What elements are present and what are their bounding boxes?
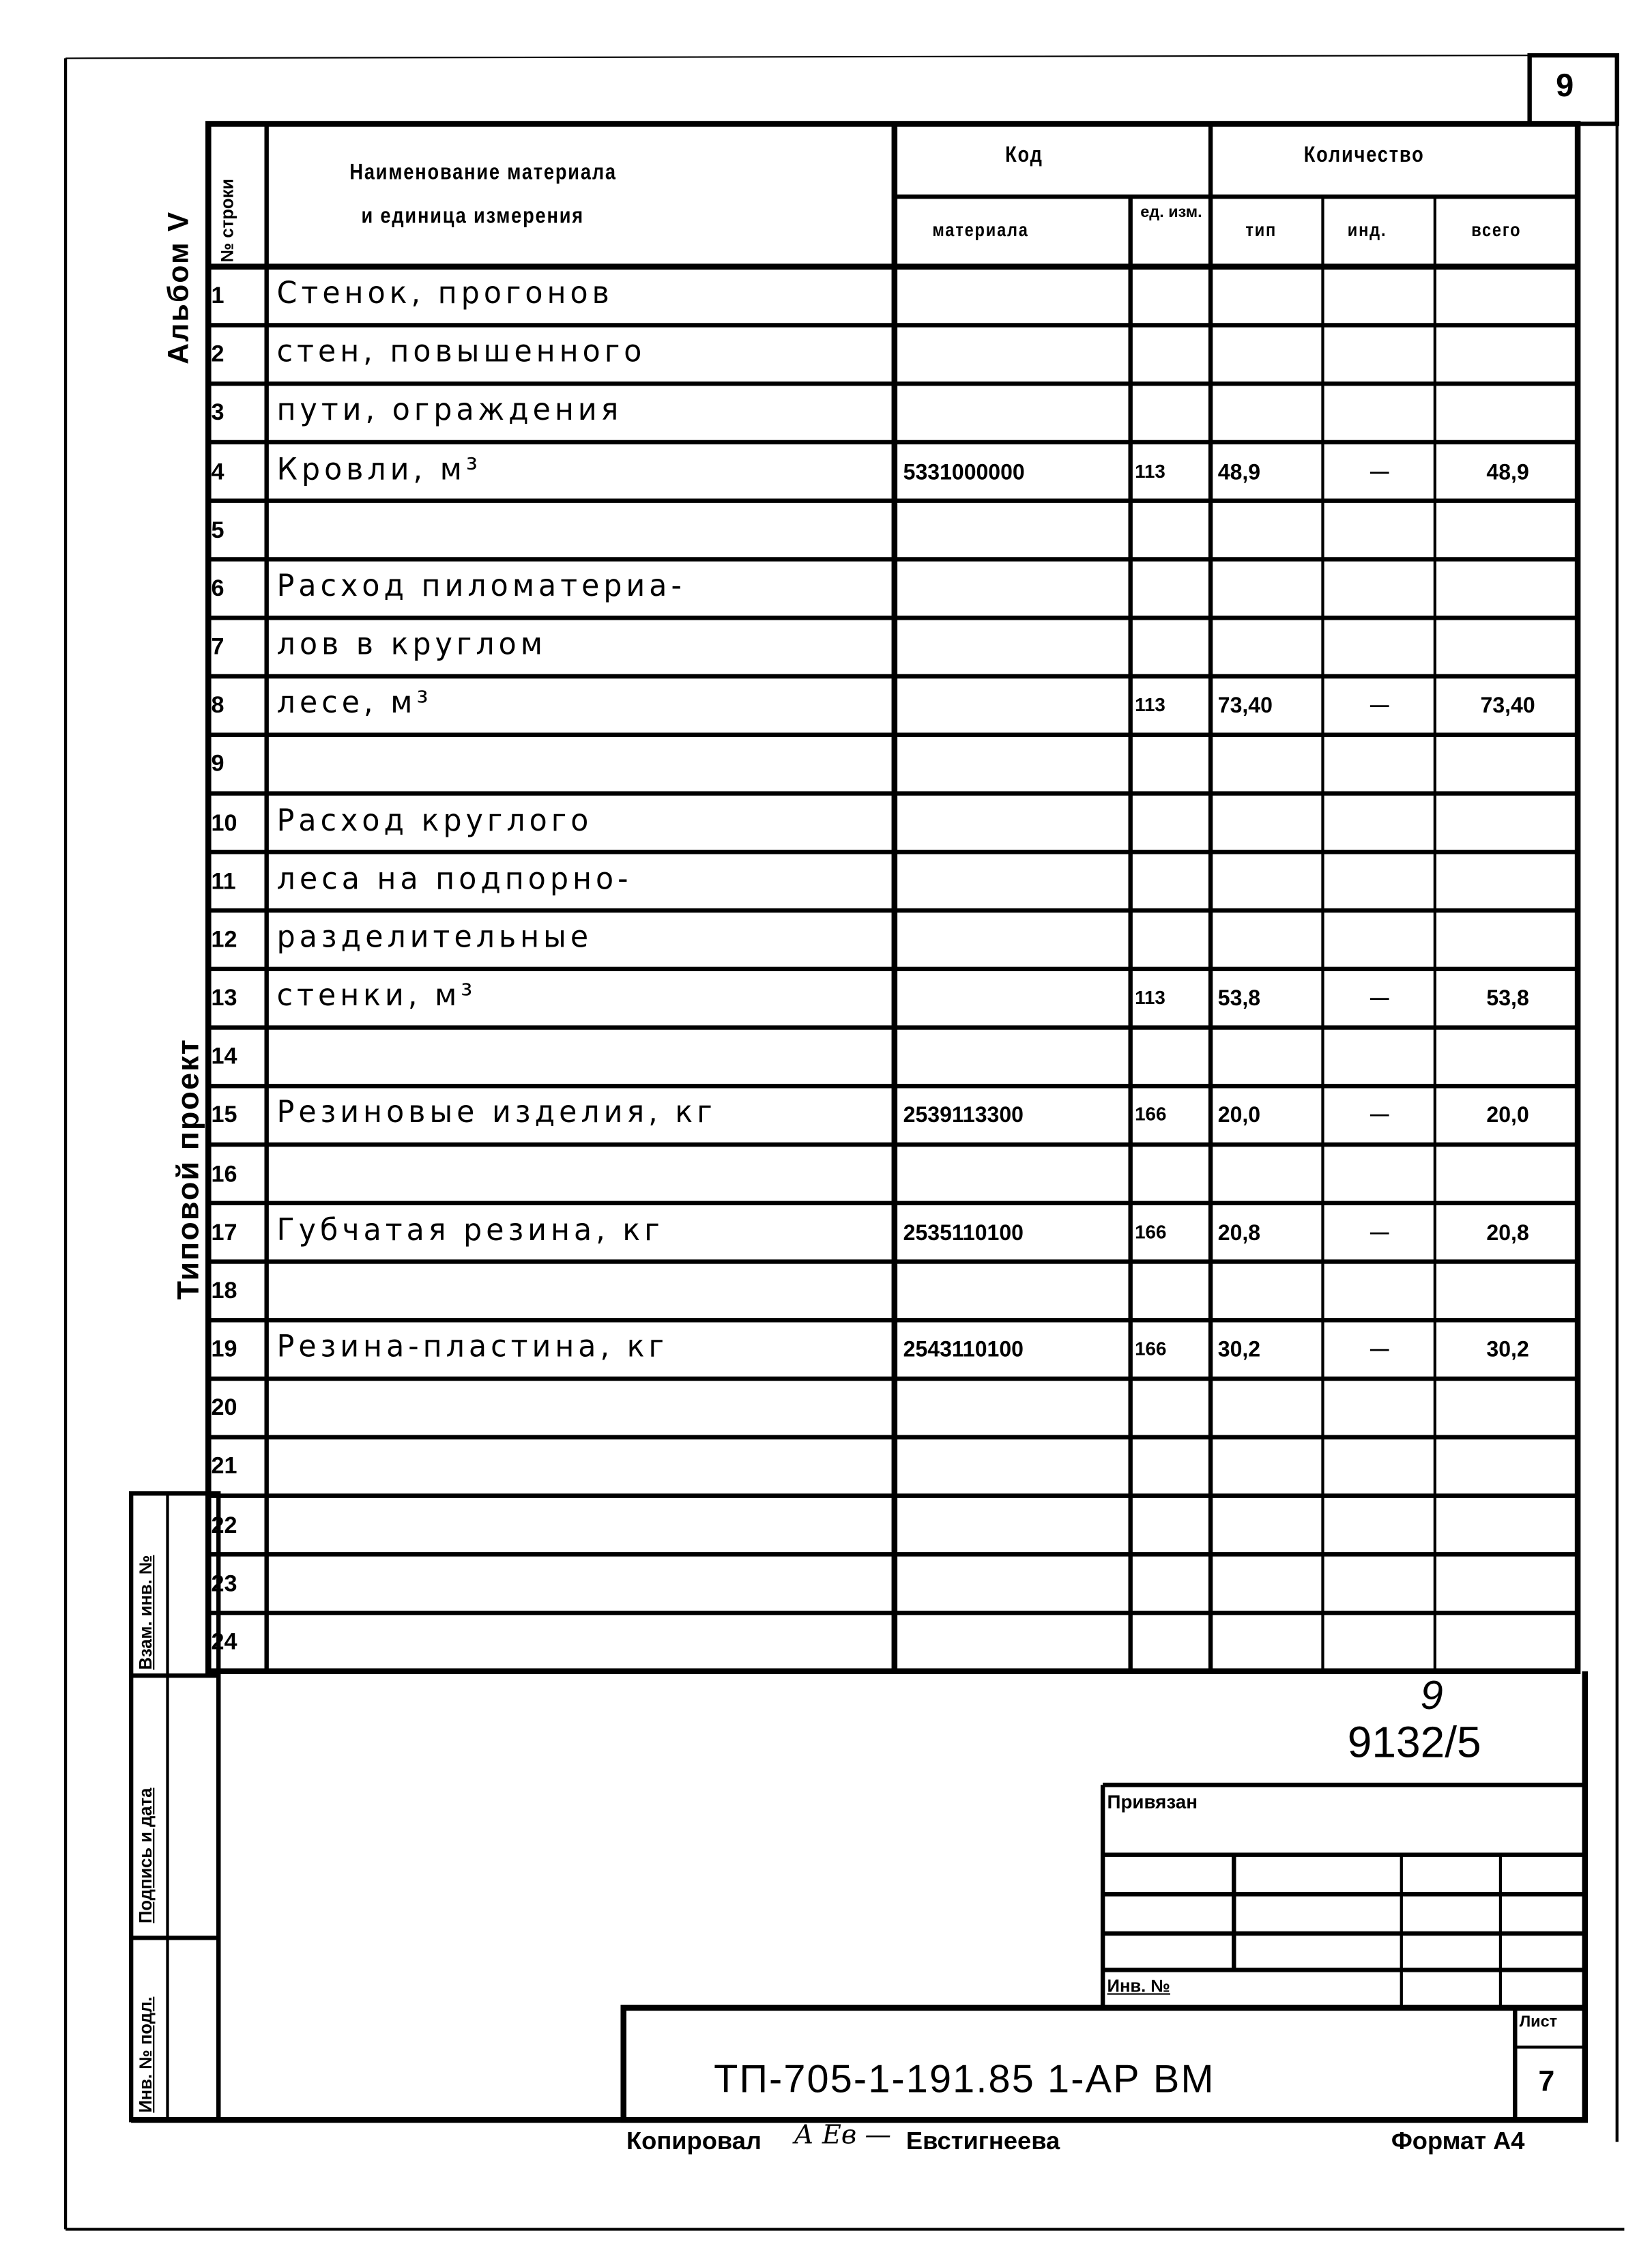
corner-sheet-number: 9 [1556, 67, 1574, 104]
cell-typ: 20,8 [1217, 1220, 1261, 1246]
table-row [0, 1262, 1602, 1321]
stamp-page-small: 9 [1420, 1672, 1443, 1719]
cell-row-number: 7 [211, 635, 224, 661]
cell-typ: 30,2 [1217, 1337, 1261, 1363]
cell-typ: 53,8 [1217, 986, 1261, 1011]
cell-code: 2543110100 [903, 1337, 1024, 1363]
header-qty-ind: инд. [1347, 218, 1387, 241]
cell-total: 73,40 [1480, 693, 1535, 719]
header-name-line2: и единица измерения [361, 203, 585, 229]
cell-row-number: 19 [211, 1337, 237, 1363]
cell-name: лесе, м³ [276, 685, 433, 721]
cell-name: Губчатая резина, кг [276, 1211, 664, 1247]
cell-name: разделительные [276, 919, 593, 955]
cell-row-number: 1 [211, 284, 224, 309]
cell-row-number: 22 [211, 1513, 237, 1538]
cell-code: 2535110100 [903, 1220, 1024, 1246]
document-designation: ТП-705-1-191.85 1-АР ВМ [714, 2057, 1215, 2101]
stamp-replace-inv: Взам. инв. № [135, 1555, 156, 1670]
table-row [0, 793, 1602, 852]
cell-name: Резиновые изделия, кг [276, 1095, 716, 1130]
cell-total: 53,8 [1486, 986, 1529, 1011]
cell-row-number: 2 [211, 343, 224, 368]
cell-row-number: 11 [211, 869, 236, 895]
header-qty-type: тип [1245, 218, 1277, 241]
cell-row-number: 18 [211, 1279, 237, 1304]
table-row [0, 1086, 1602, 1145]
cell-name: пути, ограждения [276, 392, 623, 428]
cell-row-number: 23 [211, 1571, 237, 1597]
table-row [0, 559, 1602, 618]
copier-signature: А Ев — [794, 2120, 891, 2151]
cell-code: 5331000000 [903, 459, 1025, 485]
cell-name: лов в круглом [276, 627, 547, 662]
table-row [0, 384, 1602, 442]
stamp-linked-label: Привязан [1107, 1790, 1198, 1813]
cell-row-number: 14 [211, 1045, 237, 1070]
cell-ind: — [1370, 459, 1389, 482]
cell-row-number: 10 [211, 811, 237, 836]
sheet-label: Лист [1519, 2013, 1558, 2032]
cell-ind: — [1370, 986, 1389, 1009]
header-name-line1: Наименование материала [349, 160, 617, 186]
table-row [0, 1554, 1602, 1613]
table-row [0, 1320, 1602, 1379]
table-row [0, 325, 1602, 384]
album-label: Альбом V [163, 210, 196, 364]
cell-name: Стенок, прогонов [276, 275, 613, 311]
header-row-number: № строки [217, 178, 237, 263]
cell-row-number: 3 [211, 401, 224, 427]
table-row [0, 1145, 1602, 1203]
header-code-material: материала [932, 218, 1029, 241]
cell-ind: — [1370, 693, 1389, 716]
cell-name: стен, повышенного [276, 334, 646, 369]
cell-name: стенки, м³ [276, 977, 477, 1013]
table-row [0, 267, 1602, 326]
cell-name: Расход круглого [276, 802, 593, 837]
cell-ind: — [1370, 1220, 1389, 1243]
table-row [0, 1437, 1602, 1496]
cell-total: 20,0 [1486, 1103, 1529, 1129]
copier-name: Евстигнеева [905, 2127, 1060, 2155]
cell-name: Кровли, м³ [276, 450, 482, 486]
cell-row-number: 15 [211, 1103, 237, 1129]
cell-ind: — [1370, 1337, 1389, 1360]
header-code: Код [1005, 143, 1043, 168]
table-row [0, 910, 1602, 969]
stamp-signature-date: Подпись и дата [135, 1787, 156, 1924]
cell-typ: 48,9 [1217, 459, 1261, 485]
cell-row-number: 20 [211, 1396, 237, 1421]
cell-row-number: 13 [211, 986, 237, 1011]
cell-code: 2539113300 [903, 1103, 1024, 1129]
cell-ind: — [1370, 1103, 1389, 1125]
cell-row-number: 4 [211, 459, 224, 485]
cell-row-number: 6 [211, 577, 224, 602]
stamp-orig-inv: Инв. № подл. [135, 1996, 156, 2113]
cell-unit: 166 [1135, 1337, 1167, 1360]
header-code-unit: ед. изм. [1140, 203, 1202, 222]
table-row [0, 735, 1602, 794]
sheet-number: 7 [1538, 2066, 1555, 2099]
table-row [0, 1496, 1602, 1555]
cell-row-number: 9 [211, 752, 224, 777]
cell-unit: 113 [1135, 693, 1165, 716]
table-row [0, 1028, 1602, 1087]
project-type-label: Типовой проект [171, 1038, 206, 1300]
header-quantity: Количество [1303, 143, 1425, 168]
header-qty-total: всего [1471, 218, 1522, 241]
table-row [0, 676, 1602, 735]
cell-row-number: 21 [211, 1454, 237, 1480]
cell-row-number: 8 [211, 693, 224, 719]
stamp-inv-label: Инв. № [1107, 1975, 1170, 1996]
copied-by-label: Копировал [626, 2127, 762, 2155]
paper-format: Формат А4 [1391, 2127, 1525, 2155]
cell-row-number: 17 [211, 1220, 237, 1246]
cell-total: 20,8 [1486, 1220, 1529, 1246]
cell-row-number: 24 [211, 1630, 237, 1656]
cell-unit: 113 [1135, 986, 1165, 1009]
table-row [0, 442, 1602, 501]
cell-unit: 113 [1135, 459, 1165, 482]
cell-name: леса на подпорно- [276, 861, 633, 896]
cell-total: 48,9 [1486, 459, 1529, 485]
table-row [0, 1613, 1602, 1671]
table-row [0, 1379, 1602, 1437]
table-row [0, 501, 1602, 560]
cell-typ: 73,40 [1217, 693, 1273, 719]
table-row [0, 1203, 1602, 1262]
cell-name: Резина-пластина, кг [276, 1329, 668, 1364]
table-row [0, 969, 1602, 1028]
cell-row-number: 16 [211, 1162, 237, 1187]
cell-row-number: 5 [211, 518, 224, 543]
cell-typ: 20,0 [1217, 1103, 1261, 1129]
table-row [0, 852, 1602, 910]
table-row [0, 618, 1602, 676]
cell-total: 30,2 [1486, 1337, 1529, 1363]
stamp-archive-number: 9132/5 [1347, 1719, 1481, 1768]
cell-row-number: 12 [211, 928, 237, 953]
cell-unit: 166 [1135, 1220, 1167, 1243]
cell-name: Расход пиломатериа- [276, 568, 686, 603]
cell-unit: 166 [1135, 1103, 1167, 1125]
